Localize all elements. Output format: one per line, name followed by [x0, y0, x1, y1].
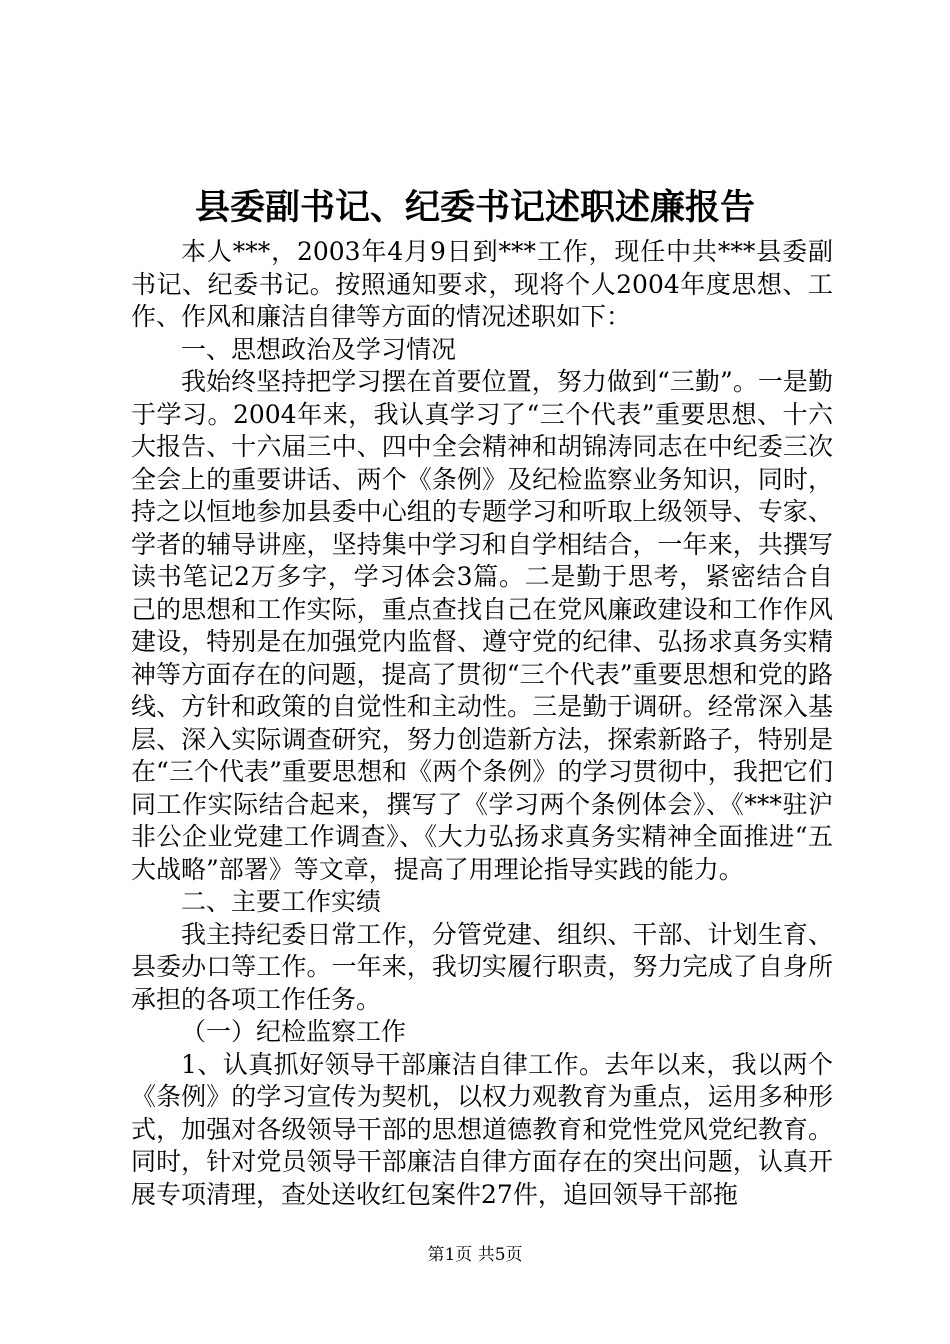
- section-heading-1: 一、思想政治及学习情况: [181, 334, 457, 364]
- duties-paragraph: 我主持纪委日常工作，分管党建、组织、干部、计划生育、县委办口等工作。一年来，我切实履行职责，努力完成了自身所承担的各项工作任务。: [131, 919, 833, 1014]
- page-number-footer: 第1页 共5页: [427, 1245, 523, 1265]
- document-title: 县委副书记、纪委书记述职述廉报告: [194, 187, 755, 228]
- section-heading-2: 二、主要工作实绩: [181, 887, 382, 916]
- discipline-paragraph: 1、认真抓好领导干部廉洁自律工作。去年以来，我以两个《条例》的学习宣传为契机，以权力观教育为重点，运用多种形式，加强对各级领导干部的思想道德教育和党性党风党纪教育。同时，针对党员领导干部廉洁自律方面存在的突出问题，认真开展专项清理，查处送收红包案件27件，追回领导干部拖: [131, 1049, 833, 1209]
- subsection-heading-1: （一）纪检监察工作: [181, 1017, 407, 1046]
- document-body: [131, 236, 833, 1211]
- intro-paragraph: 本人***，2003年4月9日到***工作，现任中共***县委副书记、纪委书记。按照通知要求，现将个人2004年度思想、工作、作风和廉洁自律等方面的情况述职如下：: [131, 237, 833, 331]
- study-paragraph: 我始终坚持把学习摆在首要位置，努力做到“三勤”。一是勤于学习。2004年来，我认真学习了“三个代表”重要思想、十六大报告、十六届三中、四中全会精神和胡锦涛同志在中纪委三次全会上的重要讲话、两个《条例》及纪检监察业务知识，同时，持之以恒地参加县委中心组的专题学习和听取上级领导、专家、学者的辅导讲座，坚持集中学习和自学相结合，一年来，共撰写读书笔记2万多字，学习体会3篇。二是勤于思考，紧密结合自己的思想和工作实际，重点查找自己在党风廉政建设和工作作风建设，特别是在加强党内监督、遵守党的纪律、弘扬求真务实精神等方面存在的问题，提高了贯彻“三个代表”重要思想和党的路线、方针和政策的自觉性和主动性。三是勤于调研。经常深入基层、深入实际调查研究，努力创造新方法，探索新路子，特别是在“三个代表”重要思想和《两个条例》的学习贯彻中，我把它们同工作实际结合起来，撰写了《学习两个条例体会》、《***驻沪非公企业党建工作调查》、《大力弘扬求真务实精神全面推进“五大战略”部署》等文章，提高了用理论指导实践的能力。: [131, 367, 833, 884]
